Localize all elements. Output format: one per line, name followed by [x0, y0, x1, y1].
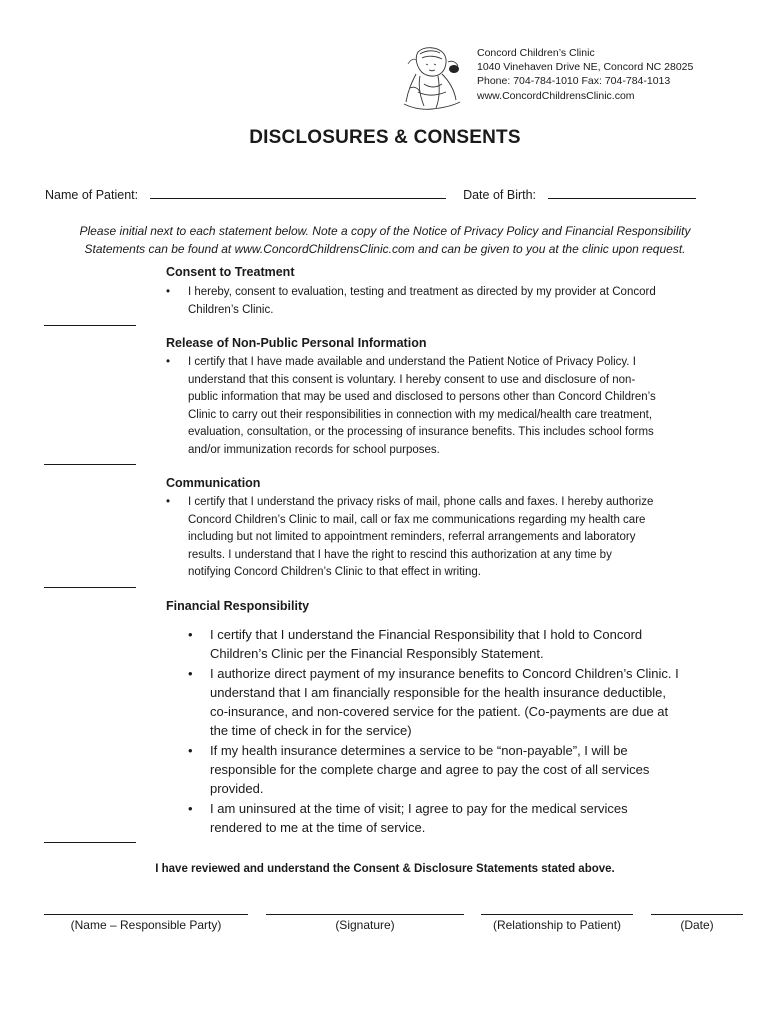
instructions-line: Statements can be found at www.ConcordChildrensClinic.com and can be given to you at the clinic upon request.: [84, 242, 686, 256]
list-item: • I certify that I have made available and understand the Patient Notice of Privacy Policy. I understand that this consent is voluntary. I hereby consent to use and disclosure of non- public information that may be used and disclosed to persons other than Concord Children’s Clinic to carry out their responsibilities in connection with my medical/health care treatment, evaluation, consultation, or the processing of insurance benefits. This includes school forms and/or immunization records for school purposes.: [166, 354, 726, 460]
date-signature-line[interactable]: [651, 914, 743, 915]
signature-line[interactable]: [266, 914, 464, 915]
list-item: • I authorize direct payment of my insurance benefits to Concord Children’s Clinic. I understand that I am financially responsible for the health insurance deductible, co-insurance, and non-covered service for the patient. (Co-payments are due at the time of check in for the service): [188, 664, 728, 741]
instructions: [40, 222, 730, 258]
clinic-address: 1040 Vinehaven Drive NE, Concord NC 28025: [477, 61, 694, 74]
child-sketch-icon: [398, 44, 466, 112]
dob-label: Date of Birth:: [463, 188, 537, 202]
list-item: • If my health insurance determines a service to be “non-payable”, I will be responsible for the complete charge and agree to pay the cost of all services provided.: [188, 741, 728, 799]
section-heading-release-of-information: Release of Non-Public Personal Information: [166, 336, 427, 350]
initials-line-financial-responsibility[interactable]: [44, 842, 136, 843]
initials-line-release-of-information[interactable]: [44, 464, 136, 465]
list-item: • I certify that I understand the privacy risks of mail, phone calls and faxes. I hereby authorize Concord Children’s Clinic to mail, call or fax me communications regarding my health care including but not limited to appointment reminders, referral arrangements and laboratory results. I understand that I have the right to rescind this authorization at any time by notifying Concord Children’s Clinic to that effect in writing.: [166, 494, 726, 582]
patient-info-line: [45, 187, 696, 202]
clinic-phone-fax: Phone: 704-784-1010 Fax: 704-784-1013: [477, 75, 671, 88]
name-caption: (Name – Responsible Party): [70, 918, 222, 932]
section-heading-communication: Communication: [166, 476, 261, 490]
section-communication-list: [166, 494, 726, 582]
list-item: • I am uninsured at the time of visit; I agree to pay for the medical services rendered to me at the time of service.: [188, 799, 728, 838]
dob-field[interactable]: [548, 187, 696, 199]
list-item: • I certify that I understand the Financial Responsibility that I hold to Concord Children’s Clinic per the Financial Responsibly Statement.: [188, 625, 728, 664]
date-caption: (Date): [680, 918, 714, 932]
acknowledgement-statement: I have reviewed and understand the Consent & Disclosure Statements stated above.: [155, 863, 615, 875]
relationship-caption: (Relationship to Patient): [492, 918, 622, 932]
signature-caption: (Signature): [335, 918, 395, 932]
clinic-info: [477, 46, 693, 103]
patient-name-field[interactable]: [150, 187, 446, 199]
relationship-signature-line[interactable]: [481, 914, 633, 915]
page-title: DISCLOSURES & CONSENTS: [249, 127, 521, 148]
instructions-line: Please initial next to each statement below. Note a copy of the Notice of Privacy Policy and Financial Responsibility: [79, 224, 691, 238]
initials-line-communication[interactable]: [44, 587, 136, 588]
section-release-of-information-list: [166, 354, 726, 460]
clinic-website: www.ConcordChildrensClinic.com: [477, 89, 635, 102]
initials-line-consent-to-treatment[interactable]: [44, 325, 136, 326]
section-financial-responsibility-list: [188, 625, 728, 837]
section-heading-consent-to-treatment: Consent to Treatment: [166, 265, 295, 279]
patient-name-label: Name of Patient:: [45, 188, 139, 202]
section-heading-financial-responsibility: Financial Responsibility: [166, 599, 310, 613]
name-signature-line[interactable]: [44, 914, 248, 915]
clinic-name: Concord Children’s Clinic: [477, 47, 595, 59]
list-item: • I hereby, consent to evaluation, testing and treatment as directed by my provider at Concord Children’s Clinic.: [166, 284, 726, 319]
section-consent-to-treatment-list: [166, 284, 726, 319]
clinic-logo: [398, 44, 466, 112]
